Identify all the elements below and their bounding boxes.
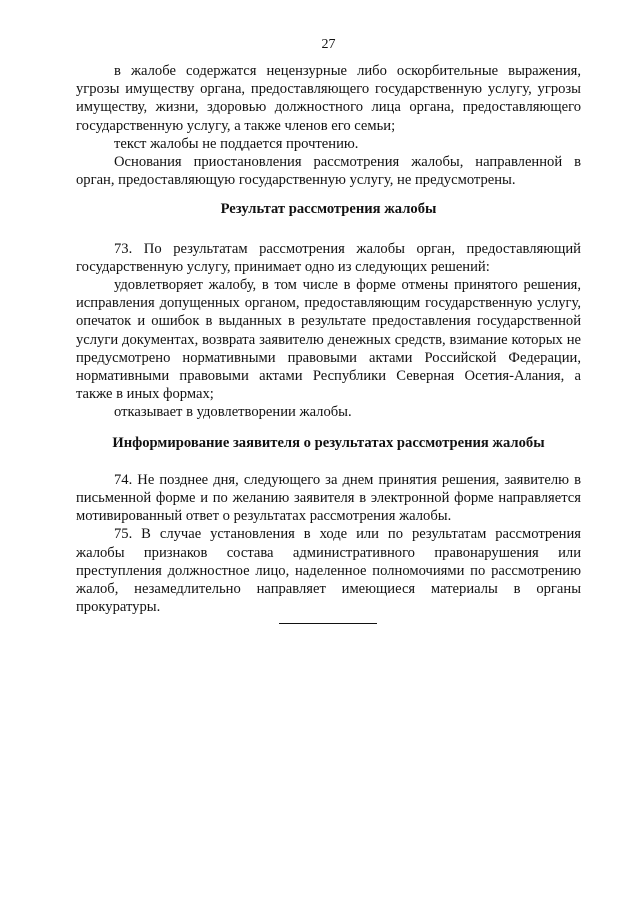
paragraph-75: 75. В случае установления в ходе или по результатам рассмотрения жалобы признаков состава административного правонарушения или преступления должностное лицо, наделенное полномочиями по рассмотрению жалоб, незамедлительно направляет имеющиеся материалы в органы прокуратуры. — [76, 526, 581, 616]
end-rule — [279, 623, 377, 624]
paragraph-unreadable: текст жалобы не поддается прочтению. — [114, 135, 359, 152]
document-body — [76, 62, 581, 616]
paragraph-complaint-content: в жалобе содержатся нецензурные либо оскорбительные выражения, угрозы имуществу органа, предоставляющего государственную услугу, угрозы имуществу, жизни, здоровью должностного лица органа, предоставляющего государственную услугу, а также членов его семьи; — [76, 63, 581, 134]
page-number: 27 — [321, 37, 336, 52]
section-heading-result: Результат рассмотрения жалобы — [220, 201, 437, 218]
paragraph-73: 73. По результатам рассмотрения жалобы орган, предоставляющий государственную услугу, принимает одно из следующих решений: — [76, 240, 581, 275]
paragraph-suspension-grounds: Основания приостановления рассмотрения жалобы, направленной в орган, предоставляющую государственную услугу, не предусмотрены. — [76, 154, 581, 189]
paragraph-74: 74. Не позднее дня, следующего за днем принятия решения, заявителю в письменной форме и по желанию заявителя в электронной форме направляется мотивированный ответ о результатах рассмотрения жалобы. — [76, 471, 581, 525]
section-heading-informing: Информирование заявителя о результатах рассмотрения жалобы — [112, 434, 545, 451]
paragraph-satisfies: удовлетворяет жалобу, в том числе в форме отмены принятого решения, исправления допущенных органом, предоставляющим государственную услугу, опечаток и ошибок в выданных в результате предоставления государственной услуги документах, возврата заявителю денежных средств, взимание которых не предусмотрено нормативными правовыми актами Российской Федерации, нормативными правовыми актами Республики Северная Осетия-Алания, а также в иных формах; — [76, 277, 581, 403]
paragraph-refuses: отказывает в удовлетворении жалобы. — [114, 404, 352, 421]
